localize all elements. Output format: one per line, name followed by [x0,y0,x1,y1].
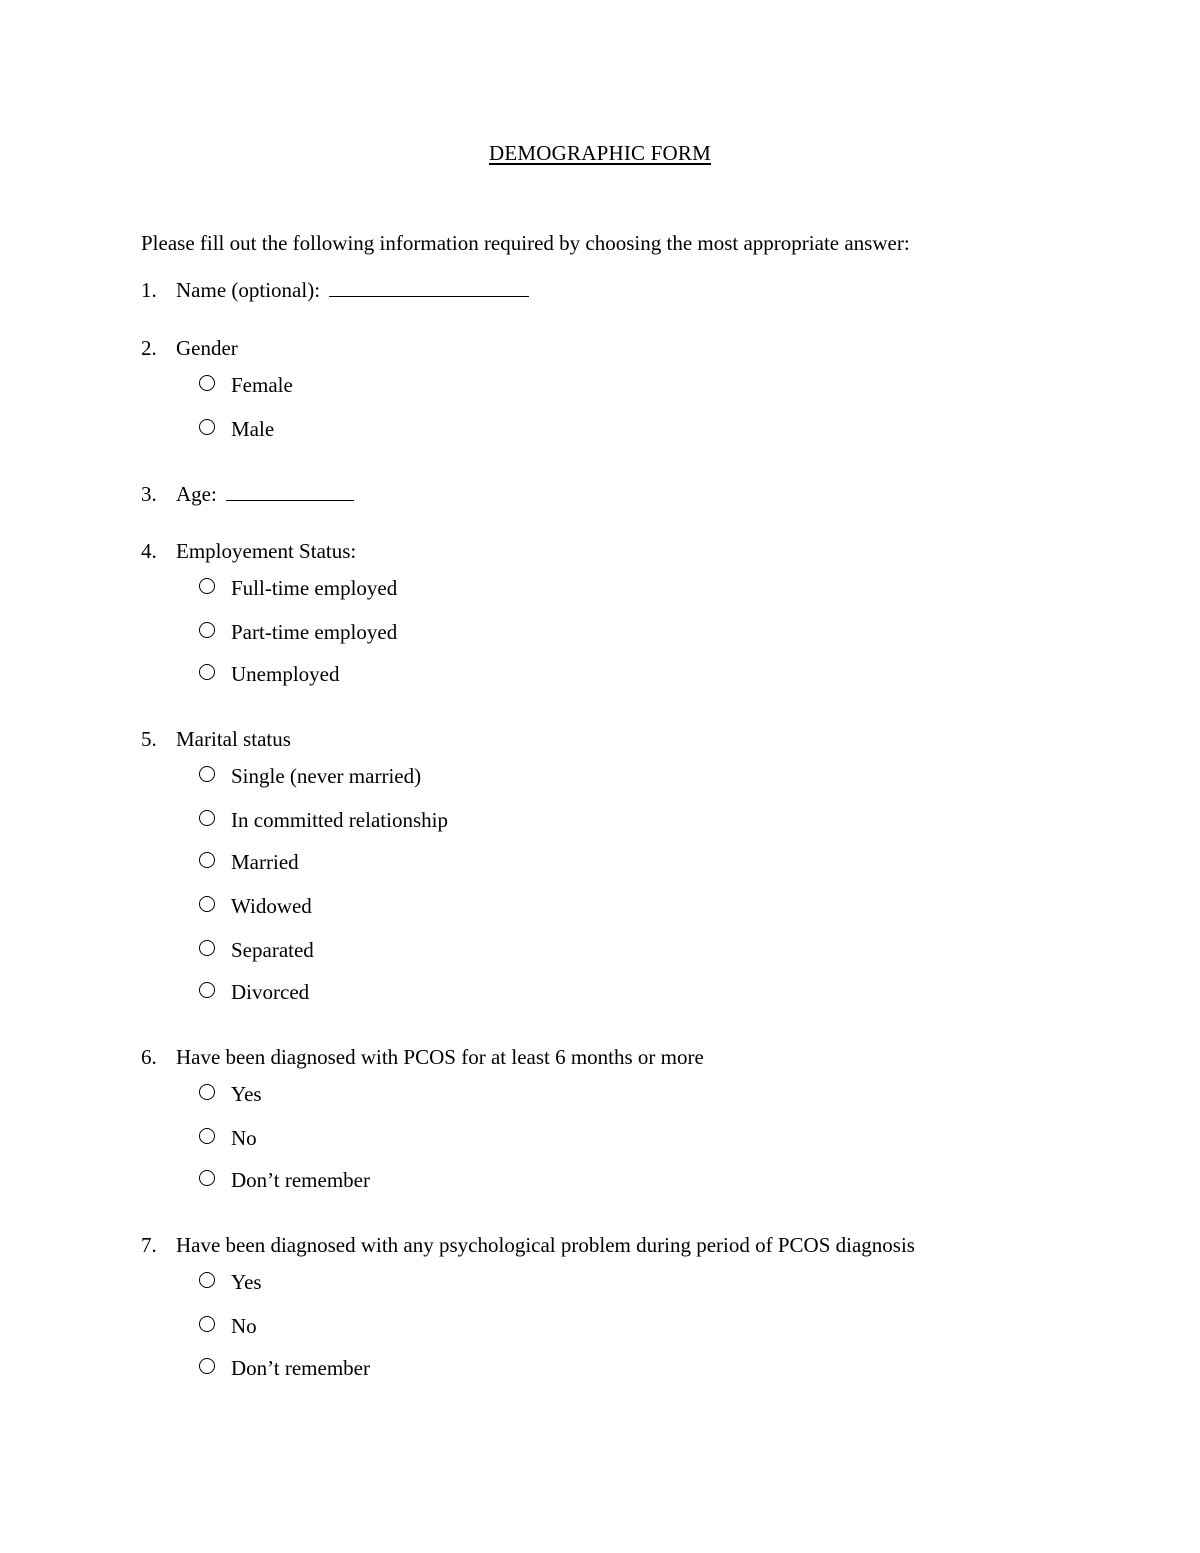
option-yes[interactable] [199,1269,262,1295]
question-label: Have been diagnosed with PCOS for at least 6 months or more [176,1045,704,1069]
question-label: Employement Status: [176,539,357,563]
question-number: 5. [141,727,157,751]
option-label: No [231,1126,257,1150]
option-label: In committed relationship [231,808,448,832]
question-label: Gender [176,336,238,360]
option-label: Male [231,417,275,441]
option-male[interactable] [199,416,274,442]
option-divorced[interactable] [199,979,309,1005]
question-number: 7. [141,1233,157,1257]
form-title: DEMOGRAPHIC FORM [489,141,711,165]
radio-circle-icon[interactable] [199,766,215,782]
option-label: Divorced [231,980,310,1004]
option-married[interactable] [199,849,299,875]
question-label: Have been diagnosed with any psychological problem during period of PCOS diagnosis [176,1233,915,1257]
radio-circle-icon[interactable] [199,1358,215,1374]
option-no[interactable] [199,1125,257,1151]
option-label: Female [231,373,293,397]
question-marital [141,726,291,752]
radio-circle-icon[interactable] [199,375,215,391]
option-label: Full-time employed [231,576,398,600]
option-separated[interactable] [199,937,314,963]
question-label: Name (optional): [176,278,321,302]
question-label: Age: [176,482,217,506]
question-name [141,277,529,303]
option-dont-remember[interactable] [199,1167,370,1193]
question-age [141,481,354,507]
radio-circle-icon[interactable] [199,1272,215,1288]
option-label: No [231,1314,257,1338]
question-gender [141,335,238,361]
option-part-time[interactable] [199,619,397,645]
option-label: Widowed [231,894,312,918]
question-label: Marital status [176,727,291,751]
question-number: 4. [141,539,157,563]
option-label: Separated [231,938,314,962]
radio-circle-icon[interactable] [199,810,215,826]
option-yes[interactable] [199,1081,262,1107]
option-label: Yes [231,1270,262,1294]
option-no[interactable] [199,1313,257,1339]
option-label: Married [231,850,299,874]
option-widowed[interactable] [199,893,312,919]
question-number: 2. [141,336,157,360]
option-label: Yes [231,1082,262,1106]
radio-circle-icon[interactable] [199,1170,215,1186]
instructions: Please fill out the following information required by choosing the most appropriate answer: [141,231,910,255]
option-single[interactable] [199,763,421,789]
option-label: Don’t remember [231,1168,370,1192]
radio-circle-icon[interactable] [199,578,215,594]
question-employment [141,538,356,564]
age-blank-field[interactable] [226,482,354,501]
option-label: Single (never married) [231,764,422,788]
option-full-time[interactable] [199,575,397,601]
question-number: 3. [141,482,157,506]
radio-circle-icon[interactable] [199,419,215,435]
question-pcos-duration [141,1044,704,1070]
option-committed[interactable] [199,807,448,833]
radio-circle-icon[interactable] [199,896,215,912]
option-label: Unemployed [231,662,340,686]
question-psych-problem [141,1232,915,1258]
name-blank-field[interactable] [329,278,529,297]
question-number: 6. [141,1045,157,1069]
option-female[interactable] [199,372,293,398]
radio-circle-icon[interactable] [199,1316,215,1332]
option-label: Part-time employed [231,620,398,644]
option-dont-remember[interactable] [199,1355,370,1381]
radio-circle-icon[interactable] [199,622,215,638]
radio-circle-icon[interactable] [199,852,215,868]
radio-circle-icon[interactable] [199,1128,215,1144]
option-unemployed[interactable] [199,661,339,687]
radio-circle-icon[interactable] [199,1084,215,1100]
radio-circle-icon[interactable] [199,664,215,680]
radio-circle-icon[interactable] [199,940,215,956]
radio-circle-icon[interactable] [199,982,215,998]
question-number: 1. [141,278,157,302]
option-label: Don’t remember [231,1356,370,1380]
